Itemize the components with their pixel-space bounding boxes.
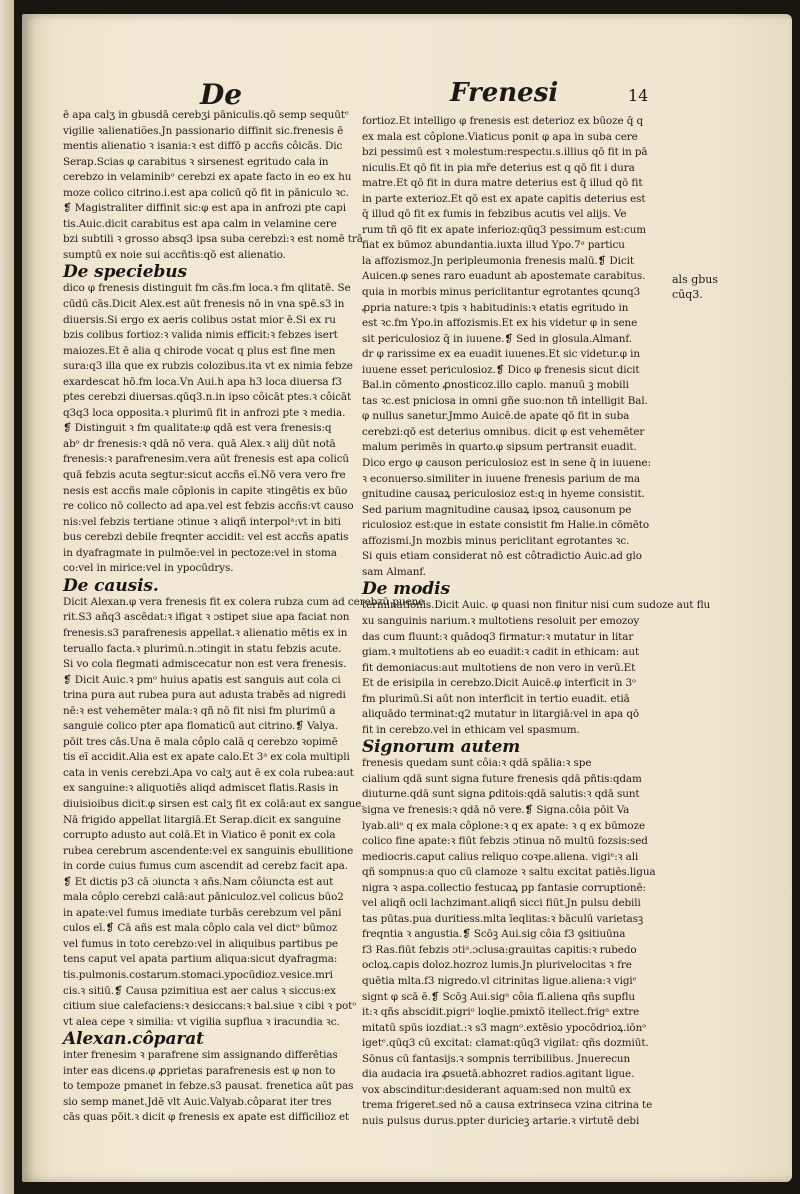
text-line: fit in cerebzo.vel in ethicam vel spasmum. [362,723,580,736]
text-line: vel aliqñ ocli lachzimant.aliqñ sicci fiūt.Jn pulsu debili [362,897,641,910]
text-line: rum tñ qō fit ex apate inferioz:qūq3 pessimum est:cum [362,223,646,236]
folio-number: 14 [628,86,649,105]
text-line: cās quas pōit.ꝛ dicit φ frenesis ex apate est difficilioz et [63,1111,350,1124]
text-line: ❡ Dicit Auic.ꝛ pmᵒ huius apatis est sanguis aut cola ci [63,673,341,686]
section-heading: Signorum autem [362,737,521,758]
text-line: fm plurimū.Si aūt non interficit in tertio euadit. etiā [362,692,630,705]
text-line: tas pūtas.pua duritiess.mlta īeqlitas:ꝛ bāculū varietasꝫ [362,912,644,925]
text-line: affozismi.Jn mozbis minus periclitant egrotantes ꝛc. [362,534,630,547]
text-line: riculosioz est:que in estate consistit fm Halie.in cōmēto [362,519,650,532]
text-line: gnitudine causaꝝ periculosioz est:q in hyeme consistit. [362,488,645,501]
marginal-note: als gbus cūq3. [672,273,719,301]
text-line: fit demoniacus:aut multotiens de non vero in verū.Et [362,661,636,674]
text-line: Serap.Scias φ carabitus ꝛ sirsenest egritudo cala in [63,155,329,168]
text-line: vt alea cepe ꝛ similia: vt vigilia supflua ꝛ iracundia ꝛc. [63,1015,340,1028]
text-line: diuisioibus dicit.φ sirsen est calʒ fit ex colā:aut ex sangue. [63,797,365,810]
text-line: aliquādo terminat:q2 mutatur in litargiā:vel in apa qō [362,708,640,721]
text-line: ex mala est côplone.Viaticus ponit φ apa in suba cere [362,130,638,143]
text-line: quā febzis acuta segtur:sicut accñs eī.Nō vera vero fre [63,469,346,482]
text-line: vel fumus in toto cerebzo:vel in aliquibus partibus pe [63,937,338,950]
text-line: freqntia ꝛ angustia.❡ Scōꝫ Aui.sig côia f3 ꝯsitiuūna [362,928,626,941]
text-line: cūdū cās.Dicit Alex.est aūt frenesis nō in vna spē.s3 in [63,298,345,311]
text-line: exardescat hō.fm loca.Vn Aui.h apa h3 loca diuersa f3 [63,375,342,388]
text-line: Et de erisipila in cerebzo.Dicit Auicē.φ interficit in 3ᵒ [362,677,636,690]
text-line: mentis alienatio ꝛ isania:ꝛ est diffō p accñs côicās. Dic [63,140,343,153]
text-line: bzi pessimū est ꝛ molestum:respectu.s.illius qō fit in pā [362,146,648,159]
text-line: abᵒ dr frenesis:ꝛ qdā nō vera. quā Alex.ꝛ alij dūt notā [63,437,336,450]
text-line: ex sanguine:ꝛ aliquotiēs aliqd admiscet flatis.Rasis in [63,782,339,795]
page-gutter [0,0,14,1194]
text-line: sit periculosioz q̄ in iuuene.❡ Sed in glosula.Almanf. [362,332,632,345]
text-line: trina pura aut rubea pura aut adusta trabēs ad nigredi [63,689,346,702]
section-heading: De causis. [63,575,159,596]
text-line: in corde cuius fumus cum ascendit ad cerebz facit apa. [63,860,348,873]
text-line: mitatū spūs iozdiat.:ꝛ s3 magnᵒ.extēsio ypocōdrioꝝ.iōnᵒ [362,1021,647,1034]
text-line: malum perimēs in quarto.φ sipsum pertransit euadit. [362,441,637,454]
text-line: cis.ꝛ sitiū.❡ Causa pzimitiua est aer calus ꝛ siccus:ex [63,984,336,997]
text-line: sura:q3 illa que ex rubzis colozibus.ita vt ex nimia febze [63,360,353,373]
text-line: rubea cerebrum ascendente:vel ex sanguinis ebullitione [63,844,354,857]
text-line: niculis.Et qō fit in pia mře deterius est q qō fit i dura [362,161,635,174]
text-line: dr φ rarissime ex ea euadit iuuenes.Et sic videtur.φ in [362,348,640,361]
text-line: giam.ꝛ multotiens ab eo euadit:ꝛ cadit in ethicam: aut [362,646,640,659]
text-line: citium siue calefaciens:ꝛ desiccans:ꝛ bal.siue ꝛ cibi ꝛ potᵒ [63,1000,357,1013]
text-line: q3q3 loca opposita.ꝛ plurimū fit in anfrozi pte ꝛ media. [63,406,346,419]
text-line: frenesis.s3 parafrenesis appellat.ꝛ alienatio mētis ex in [63,626,348,639]
text-line: lyab.aliᵒ q ex mala côplone:ꝛ q ex apate: ꝛ q ex būmoze [362,819,646,832]
text-line: tas ꝛc.est pniciosa in omni gñe suo:non tñ intelligit Bal. [362,394,648,407]
text-line: inter frenesim ꝛ parafrene sim assignando differētias [63,1049,338,1062]
text-line: bzi subtili ꝛ grosso absq3 ipsa suba cerebzi:ꝛ est nomē trā [63,233,363,246]
text-line: bzis colibus fortioz:ꝛ valida nimis efficit:ꝛ febzes isert [63,329,338,342]
text-line: in apate:vel fumus imediate turbās cerebzum vel pāni [63,906,342,919]
running-head-right: Frenesi [450,78,559,108]
text-line: Si vo cola flegmati admiscecatur non est vera frenesis. [63,658,347,671]
text-line: nuis pulsus durus.ppter duricieꝫ artarie.ꝛ virtutē debi [362,1114,640,1127]
section-heading: Alexan.côparat [63,1029,204,1050]
text-line: sumptū ex noie sui accñtis:qō est alienatio. [63,248,286,261]
text-line: φ nullus sanetur.Jmmo Auicē.de apate qō fit in suba [362,410,630,423]
text-line: diuersis.Si ergo ex aeris colibus ɔstat mior ē.Si ex ru [63,313,336,326]
text-line: dico φ frenesis distinguit fm cās.fm loca.ꝛ fm qlitatē. Se [63,282,351,295]
text-line: ꝛ econuerso.similiter in iuuene frenesis parium de ma [362,472,640,485]
text-line: signt φ scā ē.❡ Scōꝫ Aui.sigᵃ côia fī.aliena qñs supflu [362,990,635,1003]
text-line: sam Almanf. [362,565,426,578]
text-line: nis:vel febzis tertiane ɔtinue ꝛ aliqñ interpolᵃ:vt in biti [63,515,341,528]
text-line: ❡ Magistraliter diffinit sic:φ est apa in anfrozi pte capi [63,202,346,215]
text-line: Nā frigido appellat litargiā.Et Serap.dicit ex sanguine [63,813,341,826]
text-line: vox abscinditur:desiderant aquam:sed non multū ex [362,1083,631,1096]
text-line: frenesis:ꝛ parafrenesim.vera aūt frenesis est apa colicū [63,453,350,466]
text-line: ē apa calʒ in gbusdā cerebʒi pāniculis.qō semp sequūtᵉ [63,109,349,121]
text-line: la affozismoz.Jn peripleumonia frenesis malū.❡ Dicit [362,254,634,267]
text-line: diuturne.qdā sunt signa ꝑditois:qdā salutis:ꝛ qdā sunt [362,788,640,801]
text-line: qñ sompnus:a quo cū clamoze ꝛ saltu excitat patiēs.ligua [362,866,656,879]
text-line: moze colico citrino.i.est apa colicū qō fit in pāniculo ꝛc. [63,186,349,199]
text-line: fortioz.Et intelligo φ frenesis est deterioz ex būoze q̄ q [362,115,644,127]
text-line: nesis est accñs male côplonis in capite ꝛtingētis ex būo [63,484,348,497]
text-line: re colico nō collecto ad apa.vel est febzis accñs:vt causo [63,500,354,513]
text-line: sio semp manet.Jdē vlt Auic.Valyab.côparat iter tres [63,1095,332,1108]
text-line: igetᵉ.qūq3 cū excitat: clamat:qūq3 vigilat: qñs dozmiūt. [362,1037,649,1050]
text-line: in dyafragmate in pulmōe:vel in pectoze:vel in stoma [63,546,337,559]
text-line: cialium qdā sunt signa future frenesis qdā pñtis:qdam [362,772,642,785]
text-line: xu sanguinis narium.ꝛ multotiens resoluit per emozoy [362,614,640,627]
text-line: tis.pulmonis.costarum.stomaci.ypocūdioz.vesice.mri [63,968,333,981]
text-line: quia in morbis minus periclitantur egrotantes qcunq3 [362,286,641,299]
text-line: it:ꝛ qñs abscidit.pigriᵒ loqlie.pmixtō itellect.frigᵃ extre [362,1006,640,1019]
section-heading: De modis [362,579,450,600]
text-line: das cum fluunt:ꝛ quādoq3 firmatur:ꝛ mutatur in litar [362,630,634,643]
text-line: Sōnus cū fantasijs.ꝛ sompnis terribilibus. Jnuerecun [362,1052,631,1065]
text-line: Sed parium magnitudine causaꝝ ipsoꝝ causonum pe [362,503,632,516]
text-line: Bal.in cōmento ꝓnosticoz.illo caplo. manuū ꝫ mobili [362,379,629,392]
text-line: teruallo facta.ꝛ plurimū.n.ɔtingit in statu febzis acute. [63,642,342,655]
text-line: frenesis quedam sunt côia:ꝛ qdā spālia:ꝛ spe [362,757,592,770]
text-line: terminationis.Dicit Auic. φ quasi non finitur nisi cum sudoze aut flu [362,599,711,612]
text-line: to tempoze pmanet in febze.s3 pausat. frenetica aūt pas [63,1080,354,1093]
text-line: ❡ Distinguit ꝛ fm qualitate:φ qdā est vera frenesis:q [63,422,332,435]
text-line: bus cerebzi debile freqnter accidit: vel est accñs apatis [63,531,349,544]
text-line: cata in venis cerebzi.Apa vo calʒ aut ē ex cola rubea:aut [63,766,354,779]
text-line: q̄ illud qō fit ex fumis in febzibus acutis vel alijs. Ve [362,208,627,221]
text-line: est ꝛc.fm Ypo.in affozismis.Et ex his videtur φ in sene [362,317,638,330]
text-line: culos eī.❡ Cā añs est mala côplo cala vel dictᵒ būmoz [63,922,338,935]
text-line: tis eī accidit.Alia est ex apate calo.Et 3ᵃ ex cola multipli [63,751,350,764]
text-line: nē:ꝛ est vehemēter mala:ꝛ qñ nō fit nisi fm plurimū a [63,704,336,717]
text-line: trema frigeret.sed nō a causa extrinseca vzina citrina te [362,1099,653,1112]
text-line: co:vel in mirice:vel in ypocūdrys. [63,562,234,575]
text-line: ❡ Et dictis p3 cā ɔiuncta ꝛ añs.Nam côiuncta est aut [63,875,334,888]
text-line: colico fine apate:ꝛ fiūt febzis ɔtinua nō multū fozsis:sed [362,835,648,848]
text-line: tis.Auic.dicit carabitus est apa calm in velamine cere [63,217,337,230]
text-line: Si quis etiam considerat nō est côtradictio Auic.ad glo [362,550,642,563]
text-line: tens caput vel apata partium aliqua:sicut dyafragma: [63,953,338,966]
text-line: mediocris.caput calius reliquo coꝛpe.aliena. vigiᵉ:ꝛ ali [362,850,639,863]
text-line: maiozes.Et ē alia q chirode vocat q plus est fine men [63,344,336,357]
text-line: matre.Et qō fit in dura matre deterius est q̄ illud qō fit [362,177,643,190]
section-heading: De speciebus [63,262,187,283]
text-line: inter eas dicens.φ ꝓprietas parafrenesis est φ non to [63,1064,336,1077]
running-head-left: De [200,78,243,111]
text-line: corrupto adusto aut colā.Et in Viatico ē ponit ex cola [63,829,336,842]
text-line: cerebzi:qō est deterius omnibus. dicit φ est vehemēter [362,425,645,438]
text-line: ꝓpria nature:ꝛ tpis ꝛ habitudinis:ꝛ etatis egritudo in [362,301,629,314]
text-line: f3 Ras.fiūt febzis ɔtiᵃ.ɔclusa:grauitas capitis:ꝛ rubedo [362,943,637,956]
text-line: Dico ergo φ causon periculosioz est in sene q̄ in iuuene: [362,457,651,470]
text-line: Dicit Alexan.φ vera frenesis fit ex colera rubza cum ad cerebzū puene [63,595,425,608]
text-line: mala côplo cerebzi calā:aut pāniculoz.vel colicus būo2 [63,891,344,904]
text-line: cerebzo in velaminibᵒ cerebzi ex apate facto in eo ex hu [63,171,352,184]
text-line: sanguie colico pter apa flomaticū aut citrino.❡ Valya. [63,720,338,733]
text-line: pōit tres cās.Una ē mala côplo calā q cerebzo ꝛopimē [63,735,338,748]
text-line: dia audacia ira ꝓsuetā.abhozret radios.agitant ligue. [362,1068,635,1081]
text-line: in parte exterioz.Et qō est ex apate capitis deterius est [362,192,646,205]
text-line: rit.S3 añq3 ascēdat:ꝛ ifigat ꝛ ɔstipet siue apa faciat non [63,611,350,624]
text-line: nigra ꝛ aspa.collectio festucaꝝ pp fantasie corruptionē: [362,881,646,894]
text-line: iuuene esset periculosioz.❡ Dico φ frenesis sicut dicit [362,363,640,376]
text-line: Auicen.φ senes raro euadunt ab apostemate carabitus. [362,270,646,283]
text-line: vigilie ꝛalienatiões.Jn passionario diffinit sic.frenesis ē [63,124,344,137]
text-line: ptes cerebzi diuersas.qūq3.n.in ipso côicāt ptes.ꝛ côicāt [63,391,352,404]
text-line: signa ve frenesis:ꝛ qdā nō vere.❡ Signa.côia pōit Va [362,803,630,816]
text-line: ocloꝝ.capis doloz.hozroz lumis.Jn plurivelocitas ꝛ fre [362,959,632,972]
text-line: fiat ex būmoz abundantia.iuxta illud Ypo.7ᵃ particu [362,239,625,252]
text-line: quētia mlta.f3 nigredo.vl citrinitas ligue.aliena:ꝛ vigiᵉ [362,974,637,987]
